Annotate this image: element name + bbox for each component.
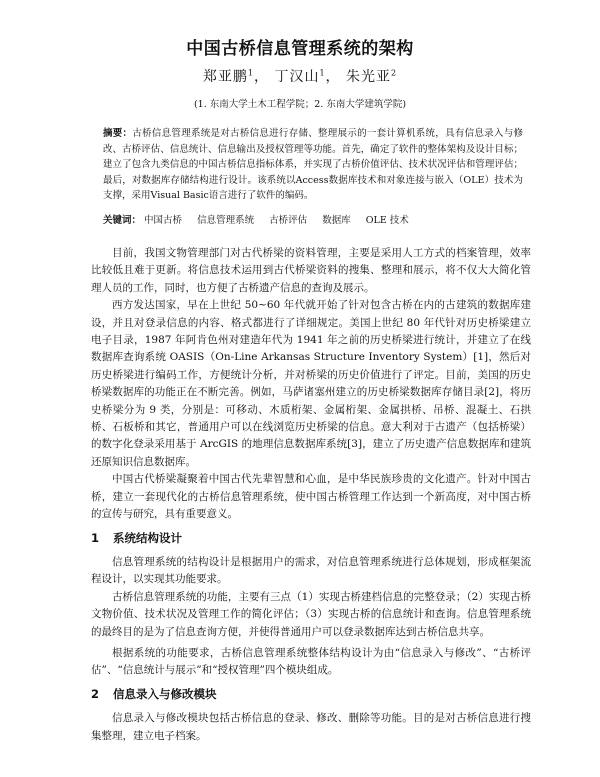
body-paragraph: 信息管理系统的结构设计是根据用户的需求，对信息管理系统进行总体规划，形成框架流程设计，以实现其功能要求。 [91, 555, 531, 586]
abstract-text: 古桥信息管理系统是对古桥信息进行存储、整理展示的一套计算机系统，具有信息录入与修改、古桥评估、信息统计、信息输出及授权管理等功能。首先，确定了软件的整体架构及设计目标；建立了包含九类信息的中国古桥信息指标体系，并实现了古桥价值评估、技术状况评估和管理评估；最后，对数据库存储结构进行设计。该系统以Access数据库技术和对象连接与嵌入（OLE）技术为支撑，采用Visual Basic语言进行了软件的编码。 [103, 128, 523, 202]
abstract [103, 126, 523, 204]
author-affil-mark: 2 [391, 68, 398, 78]
author-separator: ， [325, 69, 341, 85]
abstract-label: 摘要： [103, 128, 133, 139]
body-paragraph: 目前，我国文物管理部门对古代桥梁的资料管理，主要是采用人工方式的档案管理，效率比较低且难于更新。将信息技术运用到古代桥梁资料的搜集、整理和展示，将不仅大大简化管理人员的工作，同时，也方便了古桥遗产信息的查询及展示。 [91, 247, 531, 294]
section-heading [91, 530, 531, 547]
affiliation: (1. 东南大学土木工程学院；2. 东南大学建筑学院) [193, 99, 407, 110]
body-paragraph: 古桥信息管理系统的功能，主要有三点（1）实现古桥建档信息的完整登录；（2）实现古桥文物价值、技术状况及管理工作的简化评估；（3）实现古桥的信息统计和查询。信息管理系统的最终目的是为了信息查询方便，并使得普通用户可以登录数据库达到古桥信息共享。 [91, 590, 531, 638]
author-separator: ， [254, 69, 269, 85]
paper-title: 中国古桥信息管理系统的架构 [186, 39, 414, 59]
author-affil-mark: 1 [247, 68, 254, 78]
author-name: 郑亚鹏 [202, 69, 248, 85]
author-affil-mark: 1 [319, 68, 326, 78]
section-title: 信息录入与修改模块 [113, 686, 217, 701]
body-paragraph: 信息录入与修改模块包括古桥信息的登录、修改、删除等功能。目的是对古桥信息进行搜集整理，建立电子档案。 [91, 712, 531, 742]
section-number: 1 [91, 530, 100, 545]
keywords-label: 关键词： [103, 215, 142, 226]
section-title: 系统结构设计 [113, 530, 182, 545]
body-paragraph: 中国古代桥梁凝聚着中国古代先辈智慧和心血，是中华民族珍贵的文化遗产。针对中国古桥，建立一套现代化的古桥信息管理系统，使中国古桥管理工作达到一个新高度，对中国古桥的宣传与研究，具有重要意义。 [91, 473, 531, 521]
keyword: OLE 技术 [365, 215, 409, 226]
body-paragraph: 西方发达国家，早在上世纪 50~60 年代就开始了针对包含古桥在内的古建筑的数据库建设，并且对登录信息的内容、格式都进行了详细规定。美国上世纪 80 年代针对历史桥梁建立电子目录，1987 年阿肯色州对建造年代为 1941 年之前的历史桥梁进行统计，并建立了在线数据库查询系统 OASIS（On-Line Arkansas Structure Inventory System）[1]，然后对历史桥梁进行编码工作，方便统计分析，并对桥梁的历史价值进行了评定。目前，美国的历史桥梁数据库的功能正在不断完善。例如，马萨诸塞州建立的历史桥梁数据库存储目录[2]，将历史桥梁分为 9 类，分别是：可移动、木质桁架、金属桁架、金属拱桥、吊桥、混凝土、石拱桥、石板桥和其它，普通用户可以在线浏览历史桥梁的信息。意大利对于古遗产（包括桥梁）的数字化登录采用基于 ArcGIS 的地理信息数据库系统[3]，建立了历史遗产信息数据库和建筑还原知识信息数据库。 [91, 299, 531, 468]
keywords [103, 213, 523, 229]
author-name: 朱光亚 [346, 69, 391, 85]
keyword: 中国古桥 [144, 215, 183, 226]
author-name: 丁汉山 [274, 69, 320, 85]
keyword: 信息管理系统 [197, 215, 255, 226]
author-list [0, 66, 600, 86]
section-number: 2 [91, 686, 100, 701]
body-paragraph: 根据系统的功能要求，古桥信息管理系统整体结构设计为由“信息录入与修改”、“古桥评估”、“信息统计与展示”和“授权管理”四个模块组成。 [91, 646, 531, 677]
section-heading [91, 686, 531, 703]
keyword: 数据库 [322, 215, 351, 226]
paper-body [91, 245, 531, 745]
keyword: 古桥评估 [269, 215, 308, 226]
